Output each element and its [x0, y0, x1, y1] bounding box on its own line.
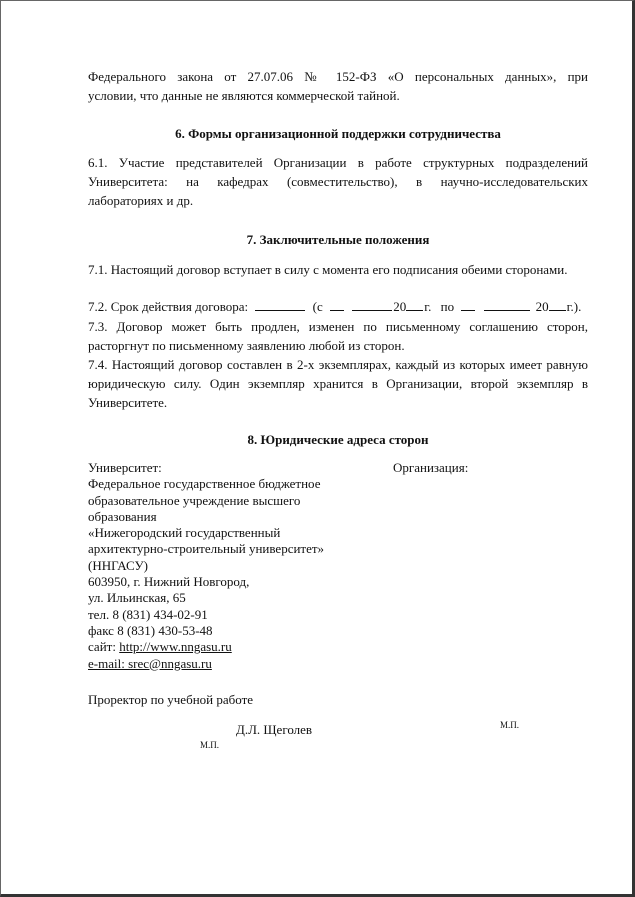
university-phone: тел. 8 (831) 434-02-91 [88, 606, 208, 622]
term-label: 7.2. Срок действия договора: [88, 299, 249, 314]
section-6-heading: 6. Формы организационной поддержки сотрудничества [175, 126, 501, 141]
term-to-day-blank [461, 298, 475, 311]
university-address-line: Федеральное государственное бюджетное [88, 476, 321, 492]
university-address-line: «Нижегородский государственный [88, 525, 281, 541]
organization-stamp-mark: М.П. [500, 720, 520, 730]
university-email-link[interactable]: e-mail: srec@nngasu.ru [88, 655, 212, 671]
term-from-month-blank [352, 298, 392, 311]
section-7-1-paragraph: 7.1. Настоящий договор вступает в силу с момента его подписания обеими сторонами. [88, 262, 568, 277]
university-stamp-mark: М.П. [200, 740, 220, 750]
section-7-4-paragraph: 7.4. Настоящий договор составлен в 2-х экземплярах, каждый из которых имеет равную юридическую силу. Один экземпляр хранится в Организации, второй экземпляр в Университете. [88, 357, 588, 410]
university-address-line: образовательное учреждение высшего [88, 492, 301, 508]
term-blank [255, 298, 305, 311]
section-7-2-paragraph [88, 297, 588, 316]
term-to-month-blank [484, 298, 530, 311]
section-7-heading: 7. Заключительные положения [246, 232, 430, 247]
university-address-line: архитектурно-строительный университет» [88, 541, 325, 557]
term-to-prefix: по [440, 299, 455, 314]
term-from-year-blank [406, 298, 423, 311]
university-address-line: (ННГАСУ) [88, 557, 148, 573]
signatory-position: Проректор по учебной работе [88, 692, 254, 707]
section-7-3-paragraph: 7.3. Договор может быть продлен, изменен по письменному соглашению сторон, расторгнут по письменному заявлению любой из сторон. [88, 319, 588, 353]
term-from-century: 20 [393, 299, 407, 314]
term-from-day-blank [330, 298, 344, 311]
intro-line-2: условии, что данные не являются коммерческой тайной. [88, 88, 400, 103]
term-to-year-blank [549, 298, 566, 311]
university-address-line: 603950, г. Нижний Новгород, [88, 574, 250, 590]
intro-line-1: Федерального закона от 27.07.06 № 152-ФЗ «О персональных данных», при [88, 69, 588, 84]
university-fax: факс 8 (831) 430-53-48 [88, 622, 213, 638]
signatory-name: Д.Л. Щеголев [236, 722, 313, 737]
university-site-label: сайт: [88, 639, 120, 655]
intro-paragraph [88, 67, 588, 105]
university-site-link[interactable]: http://www.nngasu.ru [119, 639, 232, 655]
university-address-block [88, 460, 358, 672]
university-site-line [88, 639, 358, 655]
university-address-line: ул. Ильинская, 65 [88, 590, 186, 606]
university-address-line: образования [88, 508, 157, 524]
section-6-1-paragraph: 6.1. Участие представителей Организации в работе структурных подразделений Университета: на кафедрах (совместительство), в научно-исследовательских лабораториях и др. [88, 155, 588, 208]
term-to-century: 20 [535, 299, 549, 314]
section-8-heading: 8. Юридические адреса сторон [247, 432, 429, 447]
term-to-year-suffix: г.). [566, 299, 582, 314]
organization-label: Организация: [393, 460, 469, 475]
term-from-year-suffix: г. [424, 299, 432, 314]
university-label: Университет: [88, 460, 162, 475]
term-from-prefix: (с [312, 299, 323, 314]
